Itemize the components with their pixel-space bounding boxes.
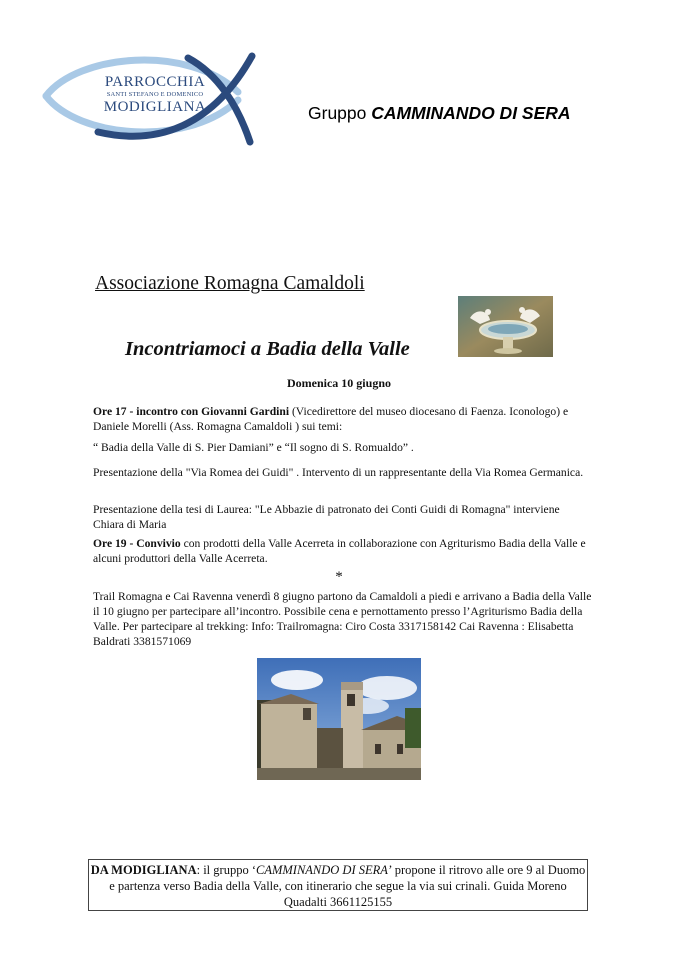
parish-logo xyxy=(38,46,268,148)
program-thesis: Presentazione della tesi di Laurea: "Le Abbazie di patronato dei Conti Guidi di Romagna" interviene Chiara di Maria xyxy=(93,503,560,531)
logo-line-parrocchia: PARROCCHIA xyxy=(104,74,206,90)
program-time-ore17: Ore 17 - incontro con Giovanni Gardini xyxy=(93,405,290,418)
doves-mosaic-image xyxy=(458,296,553,357)
program-via-romea: Presentazione della "Via Romea dei Guidi" . Intervento di un rappresentante della Via Romea Germanica. xyxy=(93,466,584,479)
event-title: Incontriamoci a Badia della Valle xyxy=(125,338,410,360)
program-topics: “ Badia della Valle di S. Pier Damiani” e “Il sogno di S. Romualdo” . xyxy=(93,441,414,454)
trekking-info: Trail Romagna e Cai Ravenna venerdì 8 giugno partono da Camaldoli a piedi e arrivano a Badia della Valle il 10 giugno per partecipare all’incontro. Possibile cena e pernottamento presso l’Agriturismo Badia della Valle. Per partecipare al trekking: Info: Trailromagna: Ciro Costa 3317158142 Cai Ravenna : Elisabetta Baldrati 3381571069 xyxy=(93,590,592,648)
modigliana-meeting-box xyxy=(88,859,588,911)
separator-asterisk: * xyxy=(335,569,343,585)
box-group-name: CAMMINANDO DI SERA’ xyxy=(255,863,392,877)
logo-line-modigliana: MODIGLIANA xyxy=(103,99,207,115)
box-location: DA MODIGLIANA xyxy=(90,863,197,877)
group-name: CAMMINANDO DI SERA xyxy=(371,103,571,123)
program-desc-ore19: con prodotti della Valle Acerreta in collaborazione con Agriturismo Badia della Valle e alcuni produttori della Valle Acerreta. xyxy=(93,537,586,565)
group-prefix: Gruppo xyxy=(308,103,372,123)
program-item-ore19 xyxy=(93,536,593,566)
group-heading xyxy=(308,103,571,124)
association-heading: Associazione Romagna Camaldoli xyxy=(95,273,365,294)
program-time-ore19: Ore 19 - Convivio xyxy=(93,537,181,550)
program-desc-ore17: (Vicedirettore del museo diocesano di Faenza. Iconologo) e Daniele Morelli (Ass. Romagna Camaldoli ) sui temi: xyxy=(93,405,569,433)
box-text-2: propone il ritrovo alle ore 9 al Duomo e partenza verso Badia della Valle, con itinerario che segue la via sui crinali. Guida Moreno Quadalti 3661125155 xyxy=(109,863,586,909)
event-date: Domenica 10 giugno xyxy=(286,376,391,390)
box-text-1: : il gruppo ‘ xyxy=(196,863,256,877)
badia-photo-image xyxy=(257,658,421,780)
program-item-ore17 xyxy=(93,404,593,434)
logo-line-saints: SANTI STEFANO E DOMENICO xyxy=(106,91,204,98)
